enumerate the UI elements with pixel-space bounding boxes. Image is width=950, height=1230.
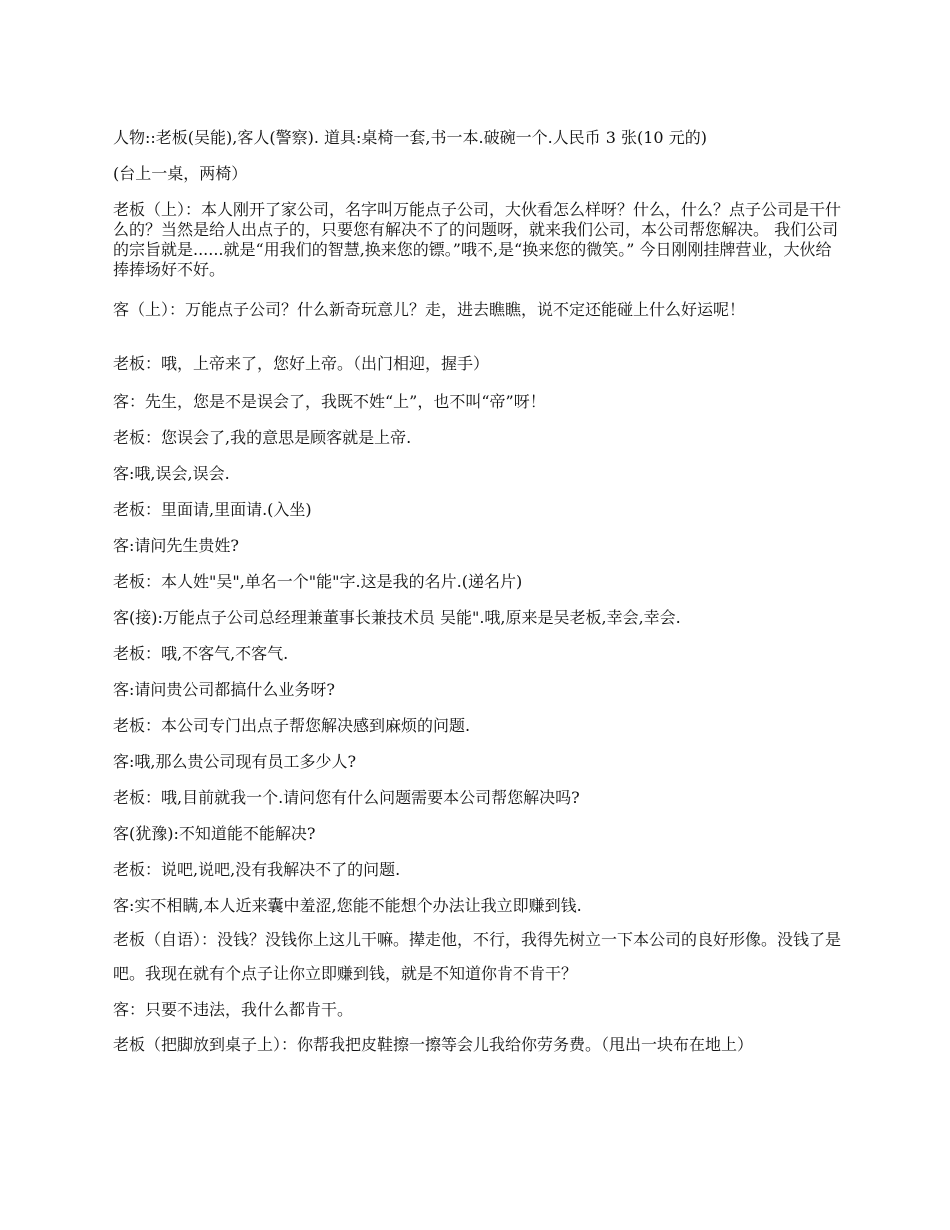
dialogue-line: 客:请问贵公司都搞什么业务呀? — [113, 680, 335, 699]
dialogue-line: 老板：您误会了,我的意思是顾客就是上帝. — [113, 428, 412, 447]
dialogue-line: 客:请问先生贵姓? — [113, 536, 239, 555]
dialogue-line: 老板：本人姓"吴",单名一个"能"字.这是我的名片.(递名片) — [113, 572, 523, 591]
dialogue-line: 老板：本公司专门出点子帮您解决感到麻烦的问题. — [113, 716, 471, 735]
dialogue-line: 老板：哦,目前就我一个.请问您有什么问题需要本公司帮您解决吗? — [113, 788, 580, 807]
cast-and-props-line: 人物::老板(吴能),客人(警察). 道具:桌椅一套,书一本.破碗一个.人民币 3 张(10 元的) — [113, 128, 707, 147]
dialogue-line: 老板：说吧,说吧,没有我解决不了的问题. — [113, 860, 401, 879]
dialogue-guest-enters: 客（上）：万能点子公司？什么新奇玩意儿？走，进去瞧瞧，说不定还能碰上什么好运呢！ — [113, 300, 746, 319]
dialogue-line: 客：先生，您是不是误会了，我既不姓“上”，也不叫“帝”呀！ — [113, 392, 546, 411]
dialogue-boss-opening: 老板（上）：本人刚开了家公司，名字叫万能点子公司，大伙看怎么样呀？什么，什么？点子公司是干什么的？当然是给人出点子的，只要您有解决不了的问题呀，就来我们公司，本公司帮您解决。 我们公司的宗旨就是......就是“用我们的智慧,换来您的镖。”哦不,是“换来您的微笑。” 今日刚刚挂牌营业，大伙给捧捧场好不好。 — [113, 200, 842, 279]
dialogue-line: 老板：里面请,里面请.(入坐) — [113, 500, 312, 519]
dialogue-line: 客：只要不违法，我什么都肯干。 — [113, 1000, 354, 1019]
dialogue-line: 客:哦,那么贵公司现有员工多少人? — [113, 752, 357, 771]
dialogue-line: 客:哦,误会,误会. — [113, 464, 230, 483]
dialogue-line: 客:实不相瞒,本人近来囊中羞涩,您能不能想个办法让我立即赚到钱. — [113, 896, 582, 915]
dialogue-boss-aside: 老板（自语）：没钱？没钱你上这儿干嘛。撵走他，不行，我得先树立一下本公司的良好形像。没钱了是吧。我现在就有个点子让你立即赚到钱，就是不知道你肯不肯干？ — [113, 930, 842, 983]
dialogue-line: 客(犹豫):不知道能不能解决? — [113, 824, 316, 843]
dialogue-line: 老板：哦，上帝来了，您好上帝。（出门相迎，握手） — [113, 354, 490, 373]
dialogue-line: 客(接):万能点子公司总经理兼董事长兼技术员 吴能".哦,原来是吴老板,幸会,幸会. — [113, 608, 681, 627]
dialogue-boss-shoes: 老板（把脚放到桌子上）：你帮我把皮鞋擦一擦等会儿我给你劳务费。（甩出一块布在地上） — [113, 1035, 754, 1054]
dialogue-line: 老板：哦,不客气,不客气. — [113, 644, 289, 663]
stage-direction: (台上一桌，两椅） — [113, 164, 248, 183]
